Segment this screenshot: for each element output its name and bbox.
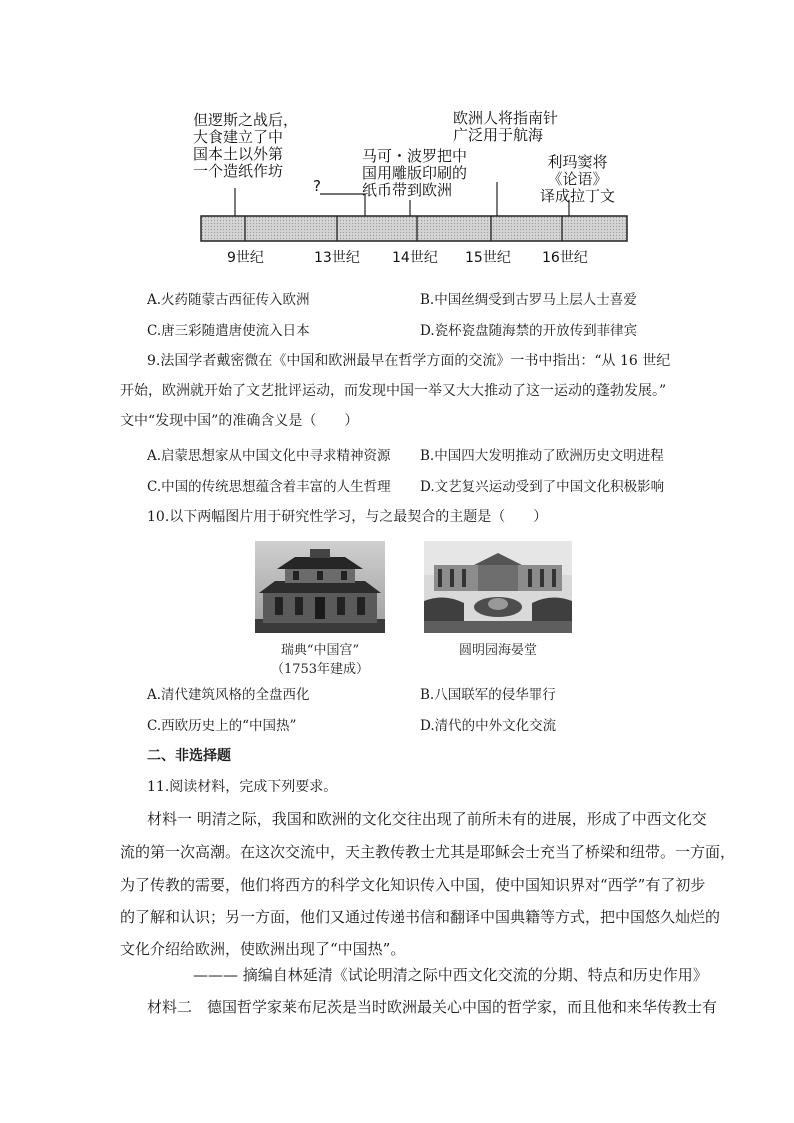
event-line: 国用雕版印刷的 <box>362 164 468 182</box>
event-line: 欧洲人将指南针 <box>453 109 559 127</box>
q11-stem: 11.阅读材料，完成下列要求。 <box>147 779 338 795</box>
q9-option-d: D.文艺复兴运动受到了中国文化积极影响 <box>420 479 665 495</box>
q10-option-d: D.清代的中外文化交流 <box>420 718 557 734</box>
q9-option-c: C.中国的传统思想蕴含着丰富的人生哲理 <box>147 479 391 495</box>
timeline-event-paper-workshop <box>193 112 298 180</box>
event-line: 但逻斯之战后， <box>193 111 299 129</box>
q9-stem-line: 9.法国学者戴密微在《中国和欧洲最早在哲学方面的交流》一书中指出：“从 16 世纪 <box>147 353 671 369</box>
q9-stem-line: 开始，欧洲就开始了文艺批评运动，而发现中国一举又大大推动了这一运动的蓬勃发展。” <box>120 383 667 399</box>
caption-line: 瑞典“中国宫” <box>280 643 360 658</box>
material1-line: 为了传教的需要，他们将西方的科学文化知识传入中国，使中国知识界对“西学”有了初步 <box>120 876 706 894</box>
q9-option-a: A.启蒙思想家从中国文化中寻求精神资源 <box>147 448 391 464</box>
century-label: 15世纪 <box>465 250 511 266</box>
photo-haiyantang <box>424 541 572 633</box>
q8-option-a: A.火药随蒙古西征传入欧洲 <box>147 292 310 308</box>
material1-line: 文化介绍给欧洲，使欧洲出现了“中国热”。 <box>120 940 406 958</box>
material1-line: 流的第一次高潮。在这次交流中，天主教传教士尤其是耶稣会士充当了桥梁和纽带。一方面， <box>120 843 736 861</box>
timeline-event-compass <box>453 110 558 144</box>
material1-source: ——— 摘编自林延清《试论明清之际中西文化交流的分期、特点和历史作用》 <box>193 966 708 984</box>
event-line: 一个造纸作坊 <box>193 162 284 180</box>
century-label: 14世纪 <box>392 250 438 266</box>
century-label: 16世纪 <box>542 250 588 266</box>
q8-option-d: D.瓷杯瓷盘随海禁的开放传到菲律宾 <box>420 323 638 339</box>
material2-line: 材料二 德国哲学家莱布尼茨是当时欧洲最关心中国的哲学家，而且他和来华传教士有 <box>147 998 718 1016</box>
timeline-strip <box>201 216 627 241</box>
caption-line: （1753年建成） <box>270 662 370 677</box>
event-line: 译成拉丁文 <box>540 187 616 205</box>
section-heading: 二、非选择题 <box>147 748 231 764</box>
q9-option-b: B.中国四大发明推动了欧洲历史文明进程 <box>420 448 664 464</box>
event-line: 《论语》 <box>547 170 608 188</box>
century-label: 9世纪 <box>227 250 264 266</box>
event-line: 大食建立了中 <box>193 128 284 146</box>
event-line: 纸币带到欧洲 <box>362 181 453 199</box>
photo-swedish-china-palace <box>255 541 385 633</box>
material1-line: 材料一 明清之际，我国和欧洲的文化交往出现了前所未有的进展，形成了中西文化交 <box>147 810 707 828</box>
event-line: 利玛窦将 <box>547 153 608 171</box>
q10-stem: 10.以下两幅图片用于研究性学习，与之最契合的主题是（ ） <box>147 509 548 525</box>
photo1-caption <box>245 639 395 677</box>
q10-option-b: B.八国联军的侵华罪行 <box>420 687 556 703</box>
q8-option-b: B.中国丝绸受到古罗马上层人士喜爱 <box>420 292 637 308</box>
q8-option-c: C.唐三彩随遣唐使流入日本 <box>147 323 310 339</box>
q9-stem-line: 文中“发现中国”的准确含义是（ ） <box>120 413 359 429</box>
event-line: 广泛用于航海 <box>453 126 544 144</box>
timeline-event-unknown: ? <box>313 177 321 195</box>
q10-option-c: C.西欧历史上的“中国热” <box>147 718 297 734</box>
material1-line: 的了解和认识；另一方面，他们又通过传递书信和翻译中国典籍等方式，把中国悠久灿烂的 <box>120 908 721 926</box>
century-label: 13世纪 <box>314 250 360 266</box>
photo2-caption: 圆明园海晏堂 <box>458 643 537 658</box>
q10-option-a: A.清代建筑风格的全盘西化 <box>147 687 310 703</box>
event-line: 马可・波罗把中 <box>362 147 468 165</box>
event-line: 国本土以外第 <box>193 145 284 163</box>
